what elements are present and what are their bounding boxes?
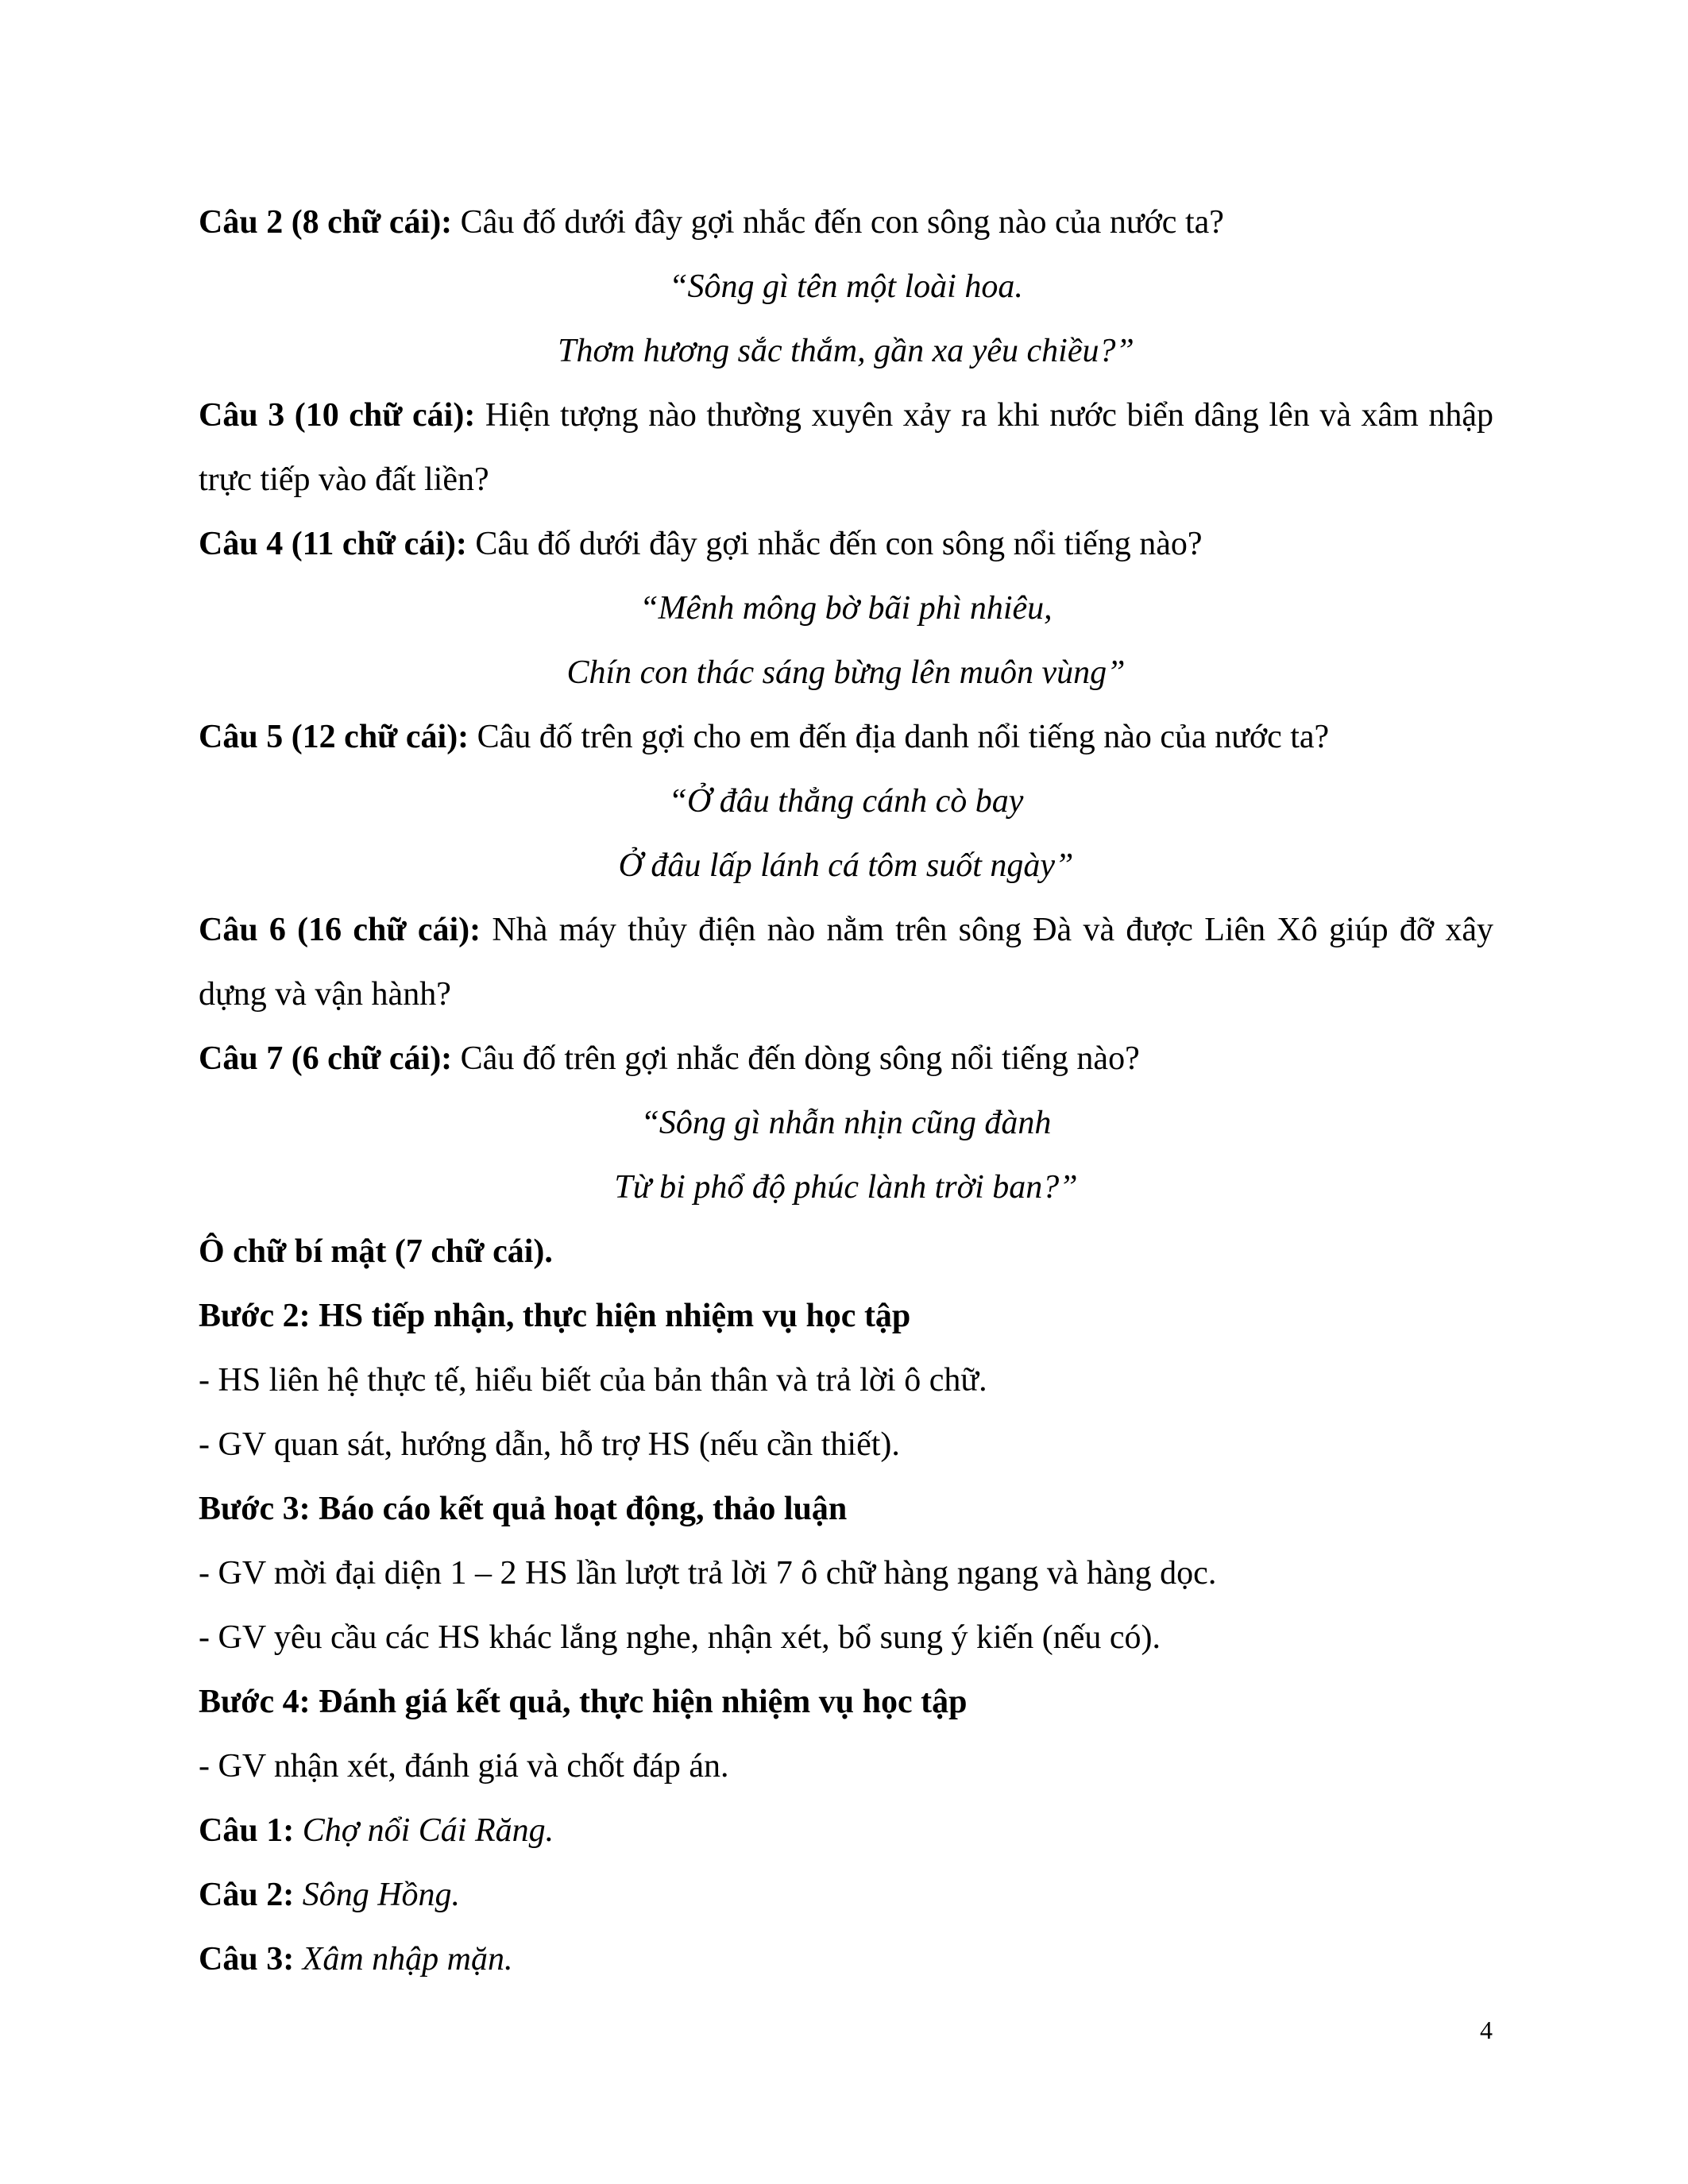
question-label: Câu 3 (10 chữ cái): (199, 397, 476, 434)
step-3-heading (199, 1477, 1493, 1542)
question-5 (199, 705, 1493, 770)
step-heading-text: Bước 4: Đánh giá kết quả, thực hiện nhiệm vụ học tập (199, 1684, 968, 1720)
question-7 (199, 1027, 1493, 1091)
step-item: - GV mời đại diện 1 – 2 HS lần lượt trả lời 7 ô chữ hàng ngang và hàng dọc. (199, 1555, 1217, 1592)
riddle-line: “Sông gì nhẫn nhịn cũng đành (640, 1105, 1052, 1141)
answer-2 (199, 1863, 1493, 1927)
question-label: Câu 4 (11 chữ cái): (199, 526, 467, 562)
answer-label: Câu 2: (199, 1877, 295, 1913)
question-text: Câu đố dưới đây gợi nhắc đến con sông nổi tiếng nào? (466, 526, 1203, 562)
question-text: Hiện tượng nào thường xuyên xảy ra khi nước biển dâng lên và xâm nhập trực tiếp vào đất liền? (199, 397, 1493, 498)
question-label: Câu 2 (8 chữ cái): (199, 204, 453, 241)
step-item: - GV yêu cầu các HS khác lắng nghe, nhận xét, bổ sung ý kiến (nếu có). (199, 1619, 1161, 1656)
riddle-line: “Ở đâu thẳng cánh cò bay (668, 783, 1024, 820)
step-heading-text: Bước 3: Báo cáo kết quả hoạt động, thảo luận (199, 1491, 848, 1527)
answer-3 (199, 1927, 1493, 1992)
question-label: Câu 5 (12 chữ cái): (199, 719, 469, 755)
document-body (199, 191, 1493, 1992)
question-label: Câu 7 (6 chữ cái): (199, 1040, 453, 1077)
secret-word-heading (199, 1220, 1493, 1284)
step-4-heading (199, 1670, 1493, 1734)
question-3 (199, 384, 1493, 512)
riddle-line: Từ bi phổ độ phúc lành trời ban?” (614, 1169, 1078, 1206)
riddle-line: Chín con thác sáng bừng lên muôn vùng” (566, 654, 1126, 691)
step-2-heading (199, 1284, 1493, 1349)
answer-1 (199, 1799, 1493, 1863)
question-text: Câu đố trên gợi cho em đến địa danh nổi tiếng nào của nước ta? (469, 719, 1330, 755)
question-label: Câu 6 (16 chữ cái): (199, 912, 481, 948)
question-text: Câu đố trên gợi nhắc đến dòng sông nổi tiếng nào? (452, 1040, 1140, 1077)
riddle-line: Ở đâu lấp lánh cá tôm suốt ngày” (618, 847, 1074, 884)
riddle-line: Thơm hương sắc thắm, gần xa yêu chiều?” (558, 333, 1134, 369)
step-heading-text: Bước 2: HS tiếp nhận, thực hiện nhiệm vụ học tập (199, 1298, 911, 1334)
question-6 (199, 898, 1493, 1027)
question-text: Nhà máy thủy điện nào nằm trên sông Đà và được Liên Xô giúp đỡ xây dựng và vận hành? (199, 912, 1493, 1013)
question-text: Câu đố dưới đây gợi nhắc đến con sông nào của nước ta? (452, 204, 1224, 241)
secret-word-text: Ô chữ bí mật (7 chữ cái). (199, 1233, 553, 1270)
step-item: - HS liên hệ thực tế, hiểu biết của bản thân và trả lời ô chữ. (199, 1362, 987, 1399)
question-4 (199, 512, 1493, 577)
answer-text: Xâm nhập mặn. (294, 1941, 513, 1978)
answer-label: Câu 3: (199, 1941, 295, 1978)
riddle-line: “Mênh mông bờ bãi phì nhiêu, (639, 590, 1053, 627)
answer-label: Câu 1: (199, 1812, 295, 1849)
question-2 (199, 191, 1493, 255)
page-number: 4 (1480, 2016, 1493, 2044)
step-item: - GV nhận xét, đánh giá và chốt đáp án. (199, 1748, 729, 1785)
answer-text: Sông Hồng. (294, 1877, 461, 1913)
riddle-line: “Sông gì tên một loài hoa. (669, 268, 1023, 305)
answer-text: Chợ nổi Cái Răng. (294, 1812, 554, 1849)
step-item: - GV quan sát, hướng dẫn, hỗ trợ HS (nếu cần thiết). (199, 1426, 900, 1463)
